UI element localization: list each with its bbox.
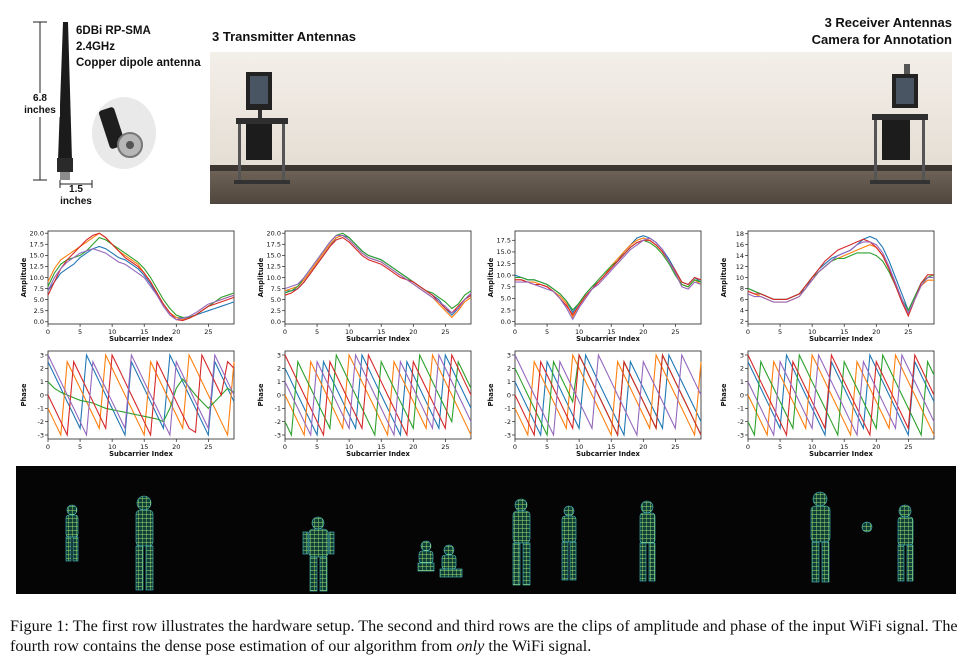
y-tick-label: 12.5 [29, 262, 44, 271]
x-tick-label: 20 [172, 328, 181, 336]
y-tick-label: 2.5 [270, 307, 281, 316]
y-tick-label: 12.5 [266, 262, 281, 271]
y-tick-label: 20.0 [266, 229, 281, 238]
y-tick-label: 15.0 [266, 251, 281, 260]
y-tick-label: -2 [504, 417, 511, 426]
x-tick-label: 20 [409, 443, 418, 451]
y-tick-label: 0 [506, 391, 511, 400]
y-tick-label: 7.5 [500, 283, 511, 292]
x-tick-label: 15 [140, 443, 149, 451]
x-tick-label: 0 [282, 328, 288, 336]
x-tick-label: 20 [639, 328, 648, 336]
x-tick-label: 20 [872, 443, 881, 451]
y-tick-label: 3 [276, 351, 281, 360]
y-axis-label: Phase [257, 383, 265, 407]
antenna-width-label [56, 184, 96, 208]
receiver-label-line2: Camera for Annotation [811, 32, 952, 47]
room-drawing [210, 52, 952, 204]
x-tick-label: 25 [441, 443, 450, 451]
antenna-spec-line2: 2.4GHz [76, 41, 115, 53]
antenna-spec-line1: 6DBi RP-SMA [76, 25, 151, 37]
caption-text-end: the WiFi signal. [484, 637, 592, 655]
x-tick-label: 5 [544, 443, 550, 451]
x-tick-label: 10 [807, 328, 817, 336]
x-tick-label: 5 [544, 328, 550, 336]
caption-emphasis: only [456, 637, 485, 655]
y-tick-label: 1 [276, 377, 281, 386]
room-photo [210, 52, 952, 204]
pose-figure [640, 501, 655, 581]
y-tick-label: 10.0 [266, 273, 281, 282]
y-axis-label: Phase [20, 383, 28, 407]
width-unit: inches [60, 196, 92, 207]
y-tick-label: 17.5 [496, 236, 511, 245]
height-unit: inches [24, 105, 56, 116]
antenna-spec-line3: Copper dipole antenna [76, 57, 201, 69]
y-tick-label: -2 [737, 417, 744, 426]
y-tick-label: -3 [504, 431, 511, 440]
y-tick-label: 0 [39, 391, 44, 400]
x-tick-label: 0 [745, 443, 751, 451]
x-tick-label: 15 [377, 443, 386, 451]
y-tick-label: 1 [39, 377, 44, 386]
x-axis-label: Subcarrier Index [346, 450, 410, 458]
x-tick-label: 15 [840, 443, 849, 451]
x-axis-label: Subcarrier Index [109, 450, 173, 458]
pose-figure [898, 505, 913, 581]
y-tick-label: 15.0 [29, 251, 44, 260]
transmitter-label: 3 Transmitter Antennas [212, 29, 357, 44]
x-tick-label: 25 [671, 443, 680, 451]
charts-canvas [0, 222, 974, 462]
y-tick-label: 15.0 [496, 248, 511, 257]
y-tick-label: 2 [739, 317, 744, 326]
y-tick-label: -3 [737, 431, 744, 440]
x-tick-label: 10 [574, 443, 584, 451]
height-value: 6.8 [33, 93, 47, 104]
y-axis-label: Amplitude [487, 257, 495, 298]
x-tick-label: 0 [745, 328, 751, 336]
x-tick-label: 25 [204, 328, 213, 336]
y-tick-label: 2.5 [500, 306, 511, 315]
y-tick-label: 6 [739, 295, 744, 304]
x-tick-label: 5 [77, 328, 83, 336]
x-tick-label: 5 [314, 443, 320, 451]
y-tick-label: 1 [506, 377, 511, 386]
y-tick-label: 3 [39, 351, 44, 360]
y-tick-label: 16 [735, 240, 744, 249]
y-tick-label: 2 [276, 364, 281, 373]
x-axis-label: Subcarrier Index [809, 450, 873, 458]
pose-figure [418, 541, 434, 571]
y-tick-label: 2 [506, 364, 511, 373]
x-tick-label: 25 [904, 328, 913, 336]
x-tick-label: 10 [574, 328, 584, 336]
y-tick-label: 0.0 [270, 318, 281, 327]
x-tick-label: 5 [777, 443, 783, 451]
y-tick-label: 12 [735, 262, 744, 271]
x-tick-label: 0 [282, 443, 288, 451]
y-tick-label: 0 [739, 391, 744, 400]
y-tick-label: 17.5 [29, 240, 44, 249]
x-tick-label: 15 [607, 443, 616, 451]
y-tick-label: 8 [739, 284, 744, 293]
x-tick-label: 25 [204, 443, 213, 451]
pose-meshes [16, 466, 956, 594]
y-axis-label: Amplitude [20, 257, 28, 298]
signal-charts [0, 222, 974, 462]
y-tick-label: -2 [274, 417, 281, 426]
y-tick-label: 14 [735, 251, 744, 260]
pose-figure [811, 492, 830, 582]
y-tick-label: 1 [739, 377, 744, 386]
y-tick-label: 4 [739, 306, 744, 315]
x-tick-label: 0 [45, 328, 51, 336]
y-tick-label: 2.5 [33, 307, 44, 316]
x-tick-label: 20 [872, 328, 881, 336]
y-tick-label: 7.5 [270, 284, 281, 293]
x-tick-label: 10 [107, 328, 117, 336]
pose-figure [440, 545, 462, 577]
width-value: 1.5 [69, 184, 83, 195]
y-tick-label: 0 [276, 391, 281, 400]
y-tick-label: -1 [37, 404, 44, 413]
x-tick-label: 20 [639, 443, 648, 451]
pose-figure [513, 499, 530, 585]
pose-figure [66, 505, 78, 561]
y-tick-label: 3 [506, 351, 511, 360]
x-tick-label: 20 [172, 443, 181, 451]
receiver-label [812, 14, 952, 48]
x-tick-label: 0 [512, 443, 518, 451]
x-tick-label: 5 [77, 443, 83, 451]
figure-caption [10, 616, 970, 656]
y-tick-label: -1 [737, 404, 744, 413]
plot-frame [515, 231, 701, 324]
pose-figure [303, 517, 334, 591]
y-tick-label: 10.0 [29, 273, 44, 282]
x-tick-label: 0 [45, 443, 51, 451]
y-tick-label: -1 [504, 404, 511, 413]
receiver-label-line1: 3 Receiver Antennas [824, 15, 952, 30]
y-tick-label: 18 [735, 230, 744, 239]
x-tick-label: 0 [512, 328, 518, 336]
y-tick-label: 2 [739, 364, 744, 373]
y-axis-label: Phase [720, 383, 728, 407]
x-tick-label: 15 [840, 328, 849, 336]
x-tick-label: 25 [904, 443, 913, 451]
pose-figure [562, 506, 576, 580]
x-tick-label: 10 [344, 443, 354, 451]
y-tick-label: -3 [37, 431, 44, 440]
y-tick-label: 10.0 [496, 271, 511, 280]
x-tick-label: 15 [140, 328, 149, 336]
y-tick-label: 20.0 [29, 229, 44, 238]
dense-pose-panel [16, 466, 956, 594]
x-tick-label: 10 [344, 328, 354, 336]
x-axis-label: Subcarrier Index [346, 335, 410, 343]
y-axis-label: Phase [487, 383, 495, 407]
x-tick-label: 10 [807, 443, 817, 451]
y-tick-label: 12.5 [496, 259, 511, 268]
caption-text: Figure 1: The first row illustrates the hardware setup. The second and third rows are the clips of amplitude and phase of the input WiFi signal. The fourth row contains the dense pose estimation of our algorithm from [10, 617, 958, 655]
x-tick-label: 5 [777, 328, 783, 336]
y-tick-label: 2 [39, 364, 44, 373]
pose-figure [862, 522, 872, 532]
plot-frame [285, 231, 471, 324]
x-axis-label: Subcarrier Index [576, 335, 640, 343]
x-tick-label: 10 [107, 443, 117, 451]
antenna-height-label [20, 93, 60, 117]
y-axis-label: Amplitude [720, 257, 728, 298]
y-tick-label: 10 [735, 273, 744, 282]
x-tick-label: 20 [409, 328, 418, 336]
y-tick-label: 7.5 [33, 284, 44, 293]
y-tick-label: 5.0 [270, 295, 281, 304]
y-tick-label: 0.0 [500, 317, 511, 326]
y-tick-label: 17.5 [266, 240, 281, 249]
pose-figure [136, 496, 153, 590]
x-tick-label: 15 [607, 328, 616, 336]
x-tick-label: 15 [377, 328, 386, 336]
x-tick-label: 5 [314, 328, 320, 336]
y-tick-label: 3 [739, 351, 744, 360]
y-tick-label: -1 [274, 404, 281, 413]
y-tick-label: 5.0 [500, 294, 511, 303]
x-tick-label: 25 [441, 328, 450, 336]
plot-frame [48, 231, 234, 324]
y-tick-label: 5.0 [33, 295, 44, 304]
y-tick-label: -3 [274, 431, 281, 440]
x-axis-label: Subcarrier Index [809, 335, 873, 343]
x-axis-label: Subcarrier Index [576, 450, 640, 458]
x-axis-label: Subcarrier Index [109, 335, 173, 343]
y-axis-label: Amplitude [257, 257, 265, 298]
x-tick-label: 25 [671, 328, 680, 336]
y-tick-label: -2 [37, 417, 44, 426]
y-tick-label: 0.0 [33, 318, 44, 327]
